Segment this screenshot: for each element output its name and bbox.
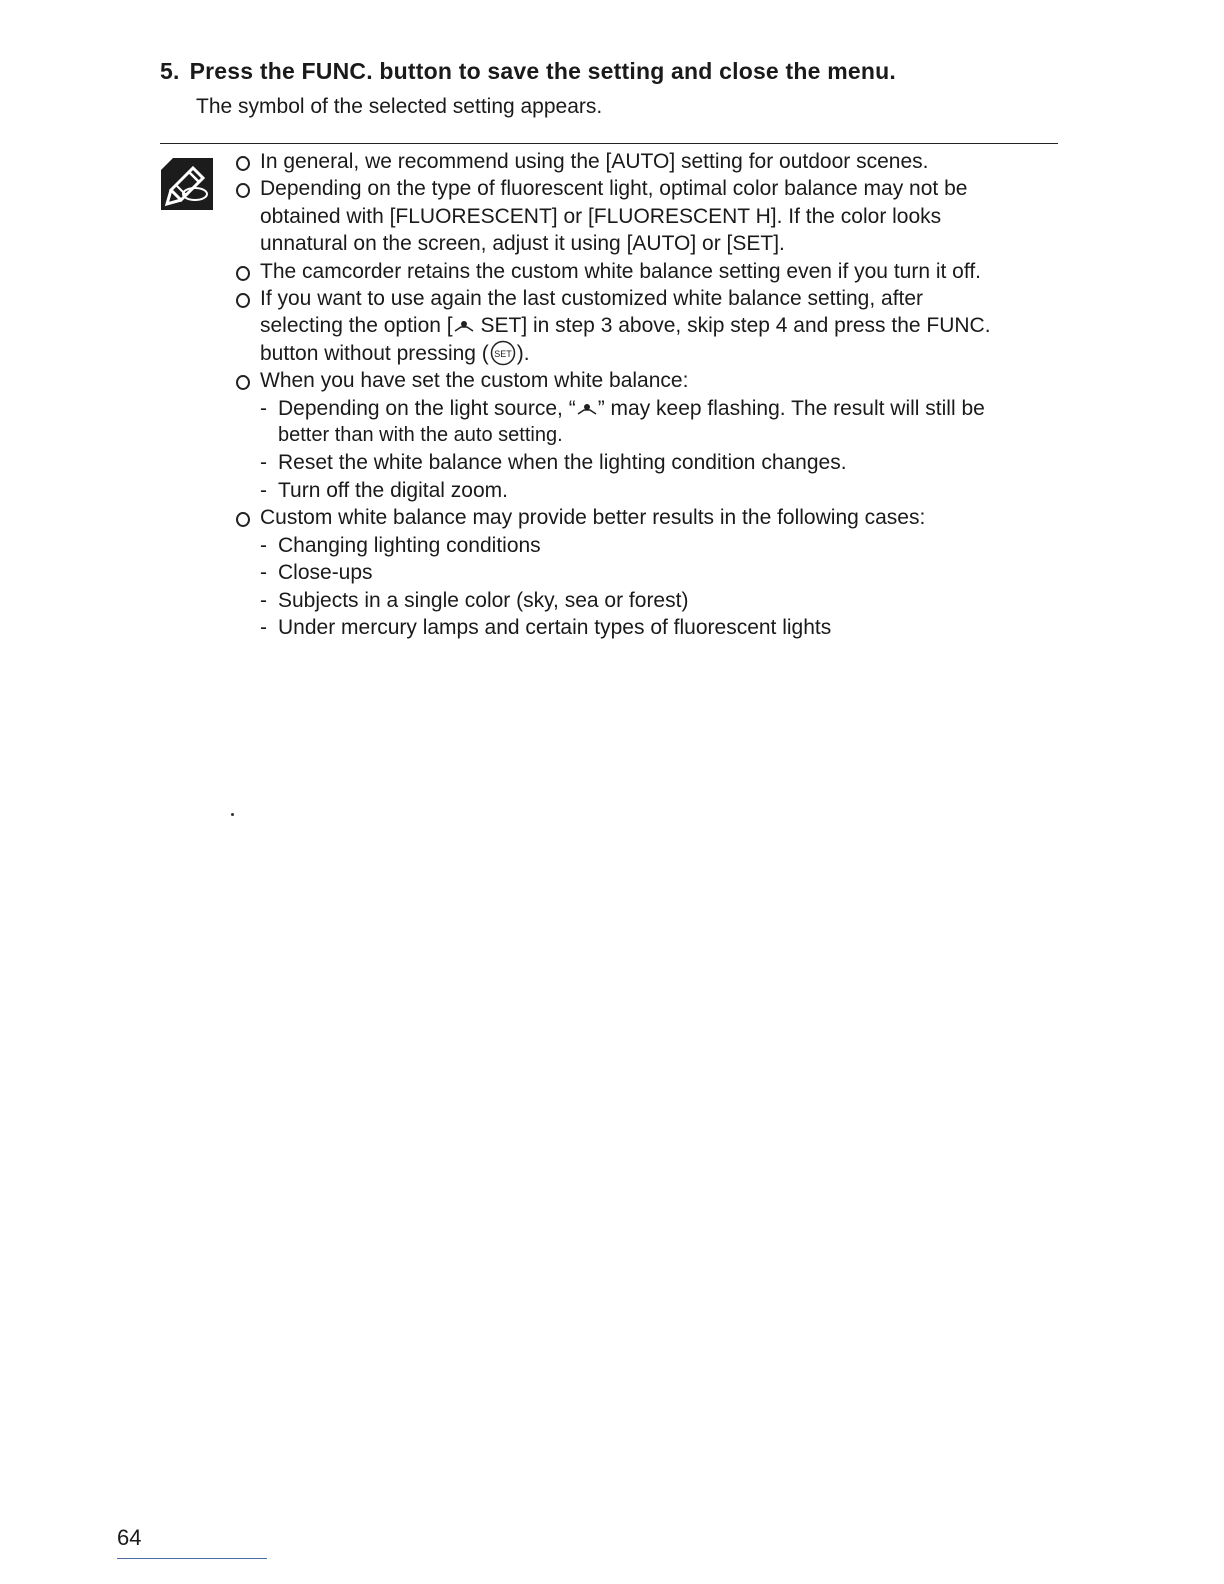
dash-marker: - [260, 478, 267, 502]
note-item [236, 258, 1066, 285]
note-item [236, 504, 1066, 531]
note-fragment: Depending on the light source, “ [278, 396, 576, 420]
note-text: In general, we recommend using the [AUTO] setting for outdoor scenes. [260, 150, 929, 173]
note-text: Changing lighting conditions [278, 533, 541, 557]
note-text-line [278, 395, 1066, 422]
dash-item [236, 587, 1066, 614]
dash-item [236, 532, 1066, 559]
note-pencil-icon [157, 156, 213, 210]
circle-bullet-icon [236, 512, 250, 527]
note-text: obtained with [FLUORESCENT] or [FLUORESCENT H]. If the color looks [260, 204, 942, 228]
custom-white-balance-icon [576, 402, 598, 416]
custom-white-balance-icon [453, 319, 475, 333]
step-subtitle: The symbol of the selected setting appears. [196, 95, 603, 118]
circle-bullet-icon [236, 293, 250, 308]
note-text: unnatural on the screen, adjust it using [AUTO] or [SET]. [260, 232, 785, 256]
note-text: Reset the white balance when the lighting condition changes. [278, 451, 847, 475]
note-item [236, 367, 1066, 394]
note-item [236, 285, 1066, 367]
notes-list [236, 148, 1066, 641]
circle-bullet-icon [236, 156, 250, 171]
dash-item [236, 614, 1066, 641]
footer-rule [117, 1558, 267, 1559]
note-text: Under mercury lamps and certain types of fluorescent lights [278, 615, 832, 639]
note-fragment: ” may keep flashing. The result will still be [597, 396, 985, 420]
dash-marker: - [260, 533, 267, 557]
note-item [236, 175, 1066, 257]
note-fragment: selecting the option [ [260, 314, 453, 338]
dash-item [236, 477, 1066, 504]
note-text: When you have set the custom white balance: [260, 369, 689, 393]
dash-item [236, 395, 1066, 450]
note-text: Close-ups [278, 561, 373, 585]
note-fragment: button without pressing ( [260, 341, 489, 365]
dash-marker: - [260, 561, 267, 585]
set-button-label: SET [494, 348, 512, 359]
section-divider [160, 143, 1058, 144]
dash-item [236, 559, 1066, 586]
note-item [236, 148, 1066, 175]
note-fragment: ). [516, 341, 530, 365]
dash-marker: - [260, 615, 267, 639]
circle-bullet-icon [236, 266, 250, 281]
note-text: Custom white balance may provide better results in the following cases: [260, 506, 926, 530]
set-button-icon [489, 340, 517, 366]
note-text: Subjects in a single color (sky, sea or forest) [278, 588, 689, 612]
note-text: The camcorder retains the custom white balance setting even if you turn it off. [260, 259, 981, 283]
dash-marker: - [260, 451, 267, 475]
note-text: better than with the auto setting. [278, 424, 563, 447]
note-fragment: SET] in step 3 above, skip step 4 and press the FUNC. [474, 314, 991, 338]
note-text-line [260, 312, 1066, 339]
step-title: Press the FUNC. button to save the setting and close the menu. [189, 58, 896, 84]
note-text: If you want to use again the last customized white balance setting, after [260, 287, 924, 311]
note-text-line [260, 340, 1066, 367]
circle-bullet-icon [236, 375, 250, 390]
note-text: Turn off the digital zoom. [278, 478, 508, 502]
dash-item [236, 449, 1066, 476]
dash-marker: - [260, 396, 267, 420]
dash-marker: - [260, 588, 267, 612]
circle-bullet-icon [236, 183, 250, 198]
page-number: 64 [117, 1525, 142, 1550]
note-text: Depending on the type of fluorescent light, optimal color balance may not be [260, 177, 968, 201]
step-heading [160, 58, 896, 85]
step-number: 5. [160, 58, 180, 84]
scan-speck [231, 813, 234, 816]
